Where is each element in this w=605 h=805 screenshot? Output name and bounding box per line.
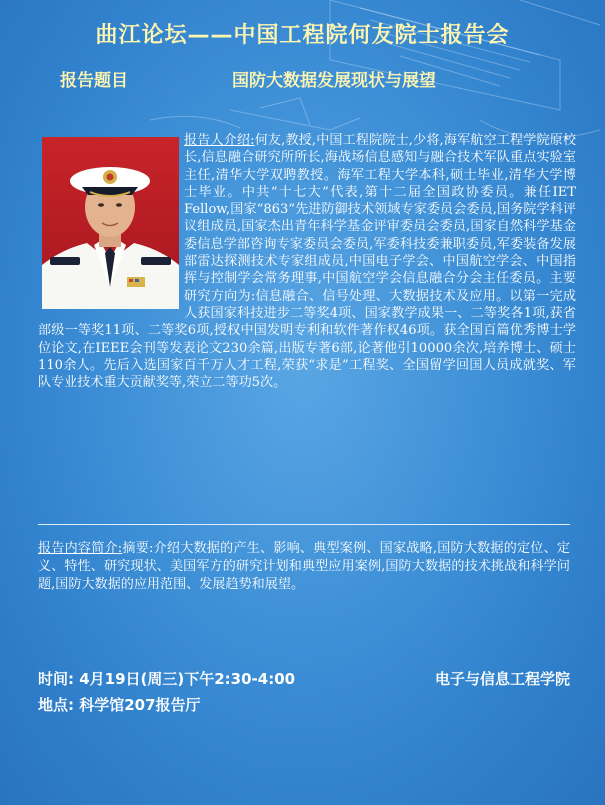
bio-text: 何友,教授,中国工程院院士,少将,海军航空工程学院原校长,信息融合研究所所长,海战场信息感知与融合技术军队重点实验室主任,清华大学双聘教授。海军工程大学本科,硕士毕业,清华大学博士毕业。中共“十七大”代表,第十二届全国政协委员。兼任IET Fellow,国家“863”先进防御技术领域专家委员会委员,国务院学科评议组成员,国家杰出青年科学基金评审委员会委员,国家自然科学基金委信息学部咨询专家委员会委员,军委科技委兼职委员,军委装备发展部雷达探测技术专家组成员,中国电子学会、中国航空学会、中国指挥与控制学会常务理事,中国航空学会信息融合分会主任委员。主要研究方向为:信息融合、信号处理、大数据技术及应用。以第一完成人获国家科技进步二等奖4项、国家教学成果一、二等奖各1项,获省部级一等奖11项、二等奖6项,授权中国发明专利和软件著作权46项。获全国百篇优秀博士学位论文,在IEEE会刊等发表论文230余篇,出版专著6部,论著他引10000余次,培养博士、硕士110余人。先后入选国家百千万人才工程,荣获“求是”工程奖、全国留学回国人员成就奖、军队专业技术重大贡献奖等,荣立二等功5次。 xyxy=(38,133,576,391)
section-divider xyxy=(38,524,570,525)
abstract-label: 报告内容简介: xyxy=(38,541,123,556)
topic-title: 国防大数据发展现状与展望 xyxy=(232,71,436,91)
event-time: 时间: 4月19日(周三)下午2:30-4:00 xyxy=(38,670,296,688)
abstract-section xyxy=(38,540,570,593)
footer-row-time xyxy=(38,668,570,690)
photo-spacer xyxy=(38,132,184,310)
topic-row xyxy=(0,66,605,92)
bio-label: 报告人介绍: xyxy=(184,133,255,148)
poster-title: 曲江论坛——中国工程院何友院士报告会 xyxy=(95,23,510,48)
speaker-bio xyxy=(38,132,576,391)
event-location: 地点: 科学馆207报告厅 xyxy=(38,696,201,714)
footer-row-place xyxy=(38,694,570,716)
abstract-text: 摘要:介绍大数据的产生、影响、典型案例、国家战略,国防大数据的定位、定义、特性、研究现状、美国军方的研究计划和典型应用案例,国防大数据的技术挑战和科学问题,国防大数据的应用范围、发展趋势和展望。 xyxy=(38,541,570,592)
topic-label: 报告题目 xyxy=(60,71,128,91)
host-organization: 电子与信息工程学院 xyxy=(434,670,570,688)
